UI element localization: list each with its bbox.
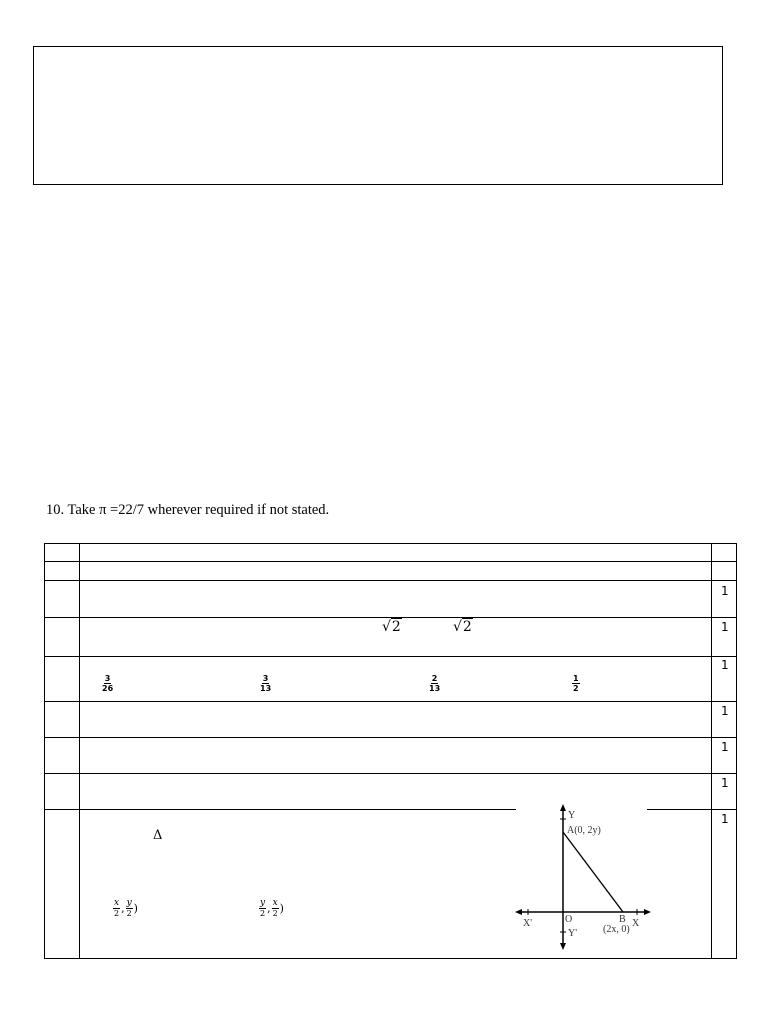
label-y: Y [568, 810, 576, 821]
label-point-a: A(0, 2y) [567, 825, 601, 836]
mark-q1: 1 [721, 584, 729, 598]
coordinate-graph [515, 802, 651, 952]
instructions-box [33, 46, 723, 185]
instruction-line: 10. Take π =22/7 wherever required if not stated. [46, 502, 330, 518]
segment-ab [563, 832, 623, 912]
sqrt-expression-2: √2 [453, 619, 472, 635]
mark-q3: 1 [721, 658, 729, 672]
label-x: X [632, 918, 640, 929]
sqrt-expression-1: √2 [382, 619, 401, 635]
label-origin: O [565, 914, 573, 925]
mark-q5: 1 [721, 740, 729, 754]
option-fraction-a: $\frac{3}{26}$ [102, 674, 114, 693]
row-divider [45, 656, 736, 657]
column-divider-marks [711, 544, 712, 958]
option-fraction-b: $\frac{3}{13}$ [260, 674, 272, 693]
row-divider [45, 773, 736, 774]
row-divider [45, 737, 736, 738]
label-x-prime: X' [523, 918, 533, 929]
option-midpoint-b: y 2 , x 2 ) [260, 898, 284, 918]
mark-q7: 1 [721, 812, 729, 826]
triangle-symbol: Δ [153, 828, 163, 843]
mark-q4: 1 [721, 704, 729, 718]
label-point-b: B [619, 914, 626, 925]
column-divider-number [79, 544, 80, 958]
question-table [44, 543, 737, 959]
row-divider [45, 809, 516, 810]
label-y-prime: Y' [568, 928, 578, 939]
y-axis-arrow-up [560, 804, 566, 811]
option-fraction-c: $\frac{2}{13}$ [429, 674, 441, 693]
mark-q2: 1 [721, 620, 729, 634]
row-divider [45, 561, 736, 562]
option-fraction-d: $\frac{1}{2}$ [573, 674, 579, 693]
x-axis-arrow-left [515, 909, 522, 915]
row-divider [45, 701, 736, 702]
mark-q6: 1 [721, 776, 729, 790]
y-axis-arrow-down [560, 943, 566, 950]
row-divider [45, 580, 736, 581]
label-point-b-coordinates: (2x, 0) [603, 924, 630, 935]
option-midpoint-a: x 2 , y 2 ) [113, 898, 138, 918]
x-axis-arrow-right [644, 909, 651, 915]
row-divider [647, 809, 737, 810]
